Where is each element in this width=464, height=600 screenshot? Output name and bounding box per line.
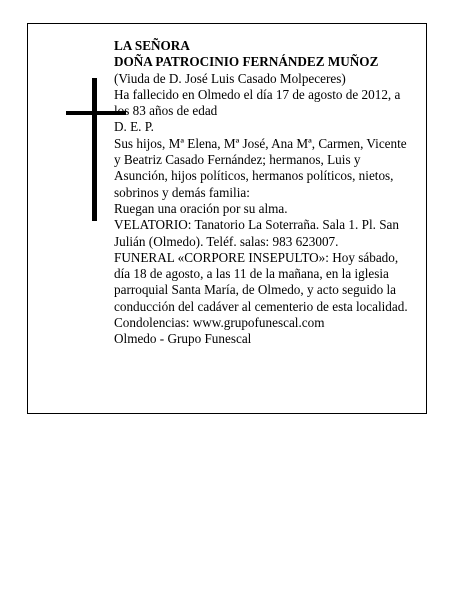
family-line-3: Asunción, hijos políticos, hermanos políticos, nietos,	[114, 168, 394, 184]
signature-line: Olmedo - Grupo Funescal	[114, 331, 252, 347]
prayer-request: Ruegan una oración por su alma.	[114, 200, 288, 216]
title-label: LA SEÑORA	[114, 38, 190, 53]
family-line-1: Sus hijos, Mª Elena, Mª José, Ana Mª, Carmen, Vicente	[114, 135, 407, 151]
rip-text: D. E. P.	[114, 119, 154, 135]
condolences-line: Condolencias: www.grupofunescal.com	[114, 315, 325, 331]
funeral-line-1: FUNERAL «CORPORE INSEPULTO»: Hoy sábado,	[114, 249, 399, 265]
funeral-line-3: parroquial Santa María, de Olmedo, y acto seguido la	[114, 282, 396, 298]
family-line-2: y Beatriz Casado Fernández; hermanos, Luis y	[114, 152, 361, 168]
funeral-line-2: día 18 de agosto, a las 11 de la mañana, en la iglesia	[114, 266, 389, 282]
wake-line-2: Julián (Olmedo). Teléf. salas: 983 623007.	[114, 233, 339, 249]
deceased-name: DOÑA PATROCINIO FERNÁNDEZ MUÑOZ	[114, 54, 379, 70]
death-statement-line-2: los 83 años de edad	[114, 103, 218, 119]
cross-vertical-bar	[92, 78, 97, 221]
death-statement-line-1: Ha fallecido en Olmedo el día 17 de agosto de 2012, a	[114, 86, 401, 102]
widow-note: (Viuda de D. José Luis Casado Molpeceres)	[114, 70, 346, 86]
wake-line-1: VELATORIO: Tanatorio La Soterraña. Sala 1. Pl. San	[114, 217, 399, 233]
obituary-text	[114, 38, 424, 348]
funeral-line-4: conducción del cadáver al cementerio de esta localidad.	[114, 298, 408, 314]
family-line-4: sobrinos y demás familia:	[114, 184, 250, 200]
